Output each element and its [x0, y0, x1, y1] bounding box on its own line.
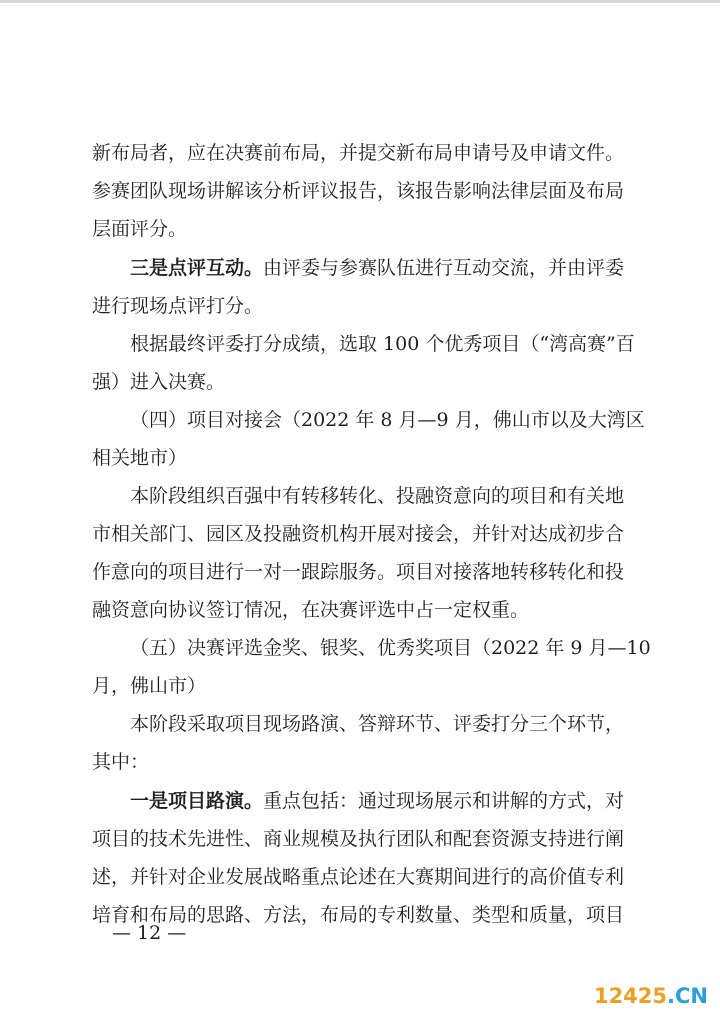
scan-top-edge — [0, 0, 720, 3]
text-line: 三是点评互动。由评委与参赛队伍进行互动交流，并由评委 — [130, 257, 625, 279]
text-line: 强）进入决赛。 — [92, 371, 226, 393]
text-line: 本阶段采取项目现场路演、答辩环节、评委打分三个环节， — [130, 713, 625, 735]
text-line: 根据最终评委打分成绩，选取 100 个优秀项目（“湾高赛”百 — [130, 333, 635, 355]
bold-heading: 三是点评互动。 — [130, 257, 264, 279]
text-line: 作意向的项目进行一对一跟踪服务。项目对接落地转移转化和投 — [92, 561, 625, 583]
bold-heading: 一是项目路演。 — [130, 790, 264, 812]
text-line: 进行现场点评打分。 — [92, 295, 264, 317]
text-line: 本阶段组织百强中有转移转化、投融资意向的项目和有关地 — [130, 485, 625, 507]
text-line: 一是项目路演。重点包括：通过现场展示和讲解的方式，对 — [130, 790, 625, 812]
text-line: 其中： — [92, 751, 150, 773]
text-line: 融资意向协议签订情况，在决赛评选中占一定权重。 — [92, 599, 530, 621]
watermark-suffix: CN — [675, 984, 708, 1008]
text-line: 层面评分。 — [92, 218, 188, 240]
text-line: 市相关部门、园区及投融资机构开展对接会，并针对达成初步合 — [92, 523, 625, 545]
section-heading: 相关地市） — [92, 447, 188, 469]
site-watermark — [594, 984, 708, 1008]
page-number: — 12 — — [112, 922, 187, 944]
text-line: 新布局者，应在决赛前布局，并提交新布局申请号及申请文件。 — [92, 142, 625, 164]
section-heading: （四）项目对接会（2022 年 8 月—9 月，佛山市以及大湾区 — [130, 409, 645, 431]
text-line: 参赛团队现场讲解该分析评议报告，该报告影响法律层面及布局 — [92, 180, 625, 202]
watermark-dot: . — [667, 984, 675, 1008]
text-line: 项目的技术先进性、商业规模及执行团队和配套资源支持进行阐 — [92, 828, 625, 850]
text-line: 培育和布局的思路、方法，布局的专利数量、类型和质量，项目 — [92, 904, 625, 926]
section-heading: 月，佛山市） — [92, 675, 207, 697]
section-heading: （五）决赛评选金奖、银奖、优秀奖项目（2022 年 9 月—10 — [130, 637, 651, 659]
text-line: 述，并针对企业发展战略重点论述在大赛期间进行的高价值专利 — [92, 866, 625, 888]
watermark-digits: 12425 — [593, 984, 668, 1008]
